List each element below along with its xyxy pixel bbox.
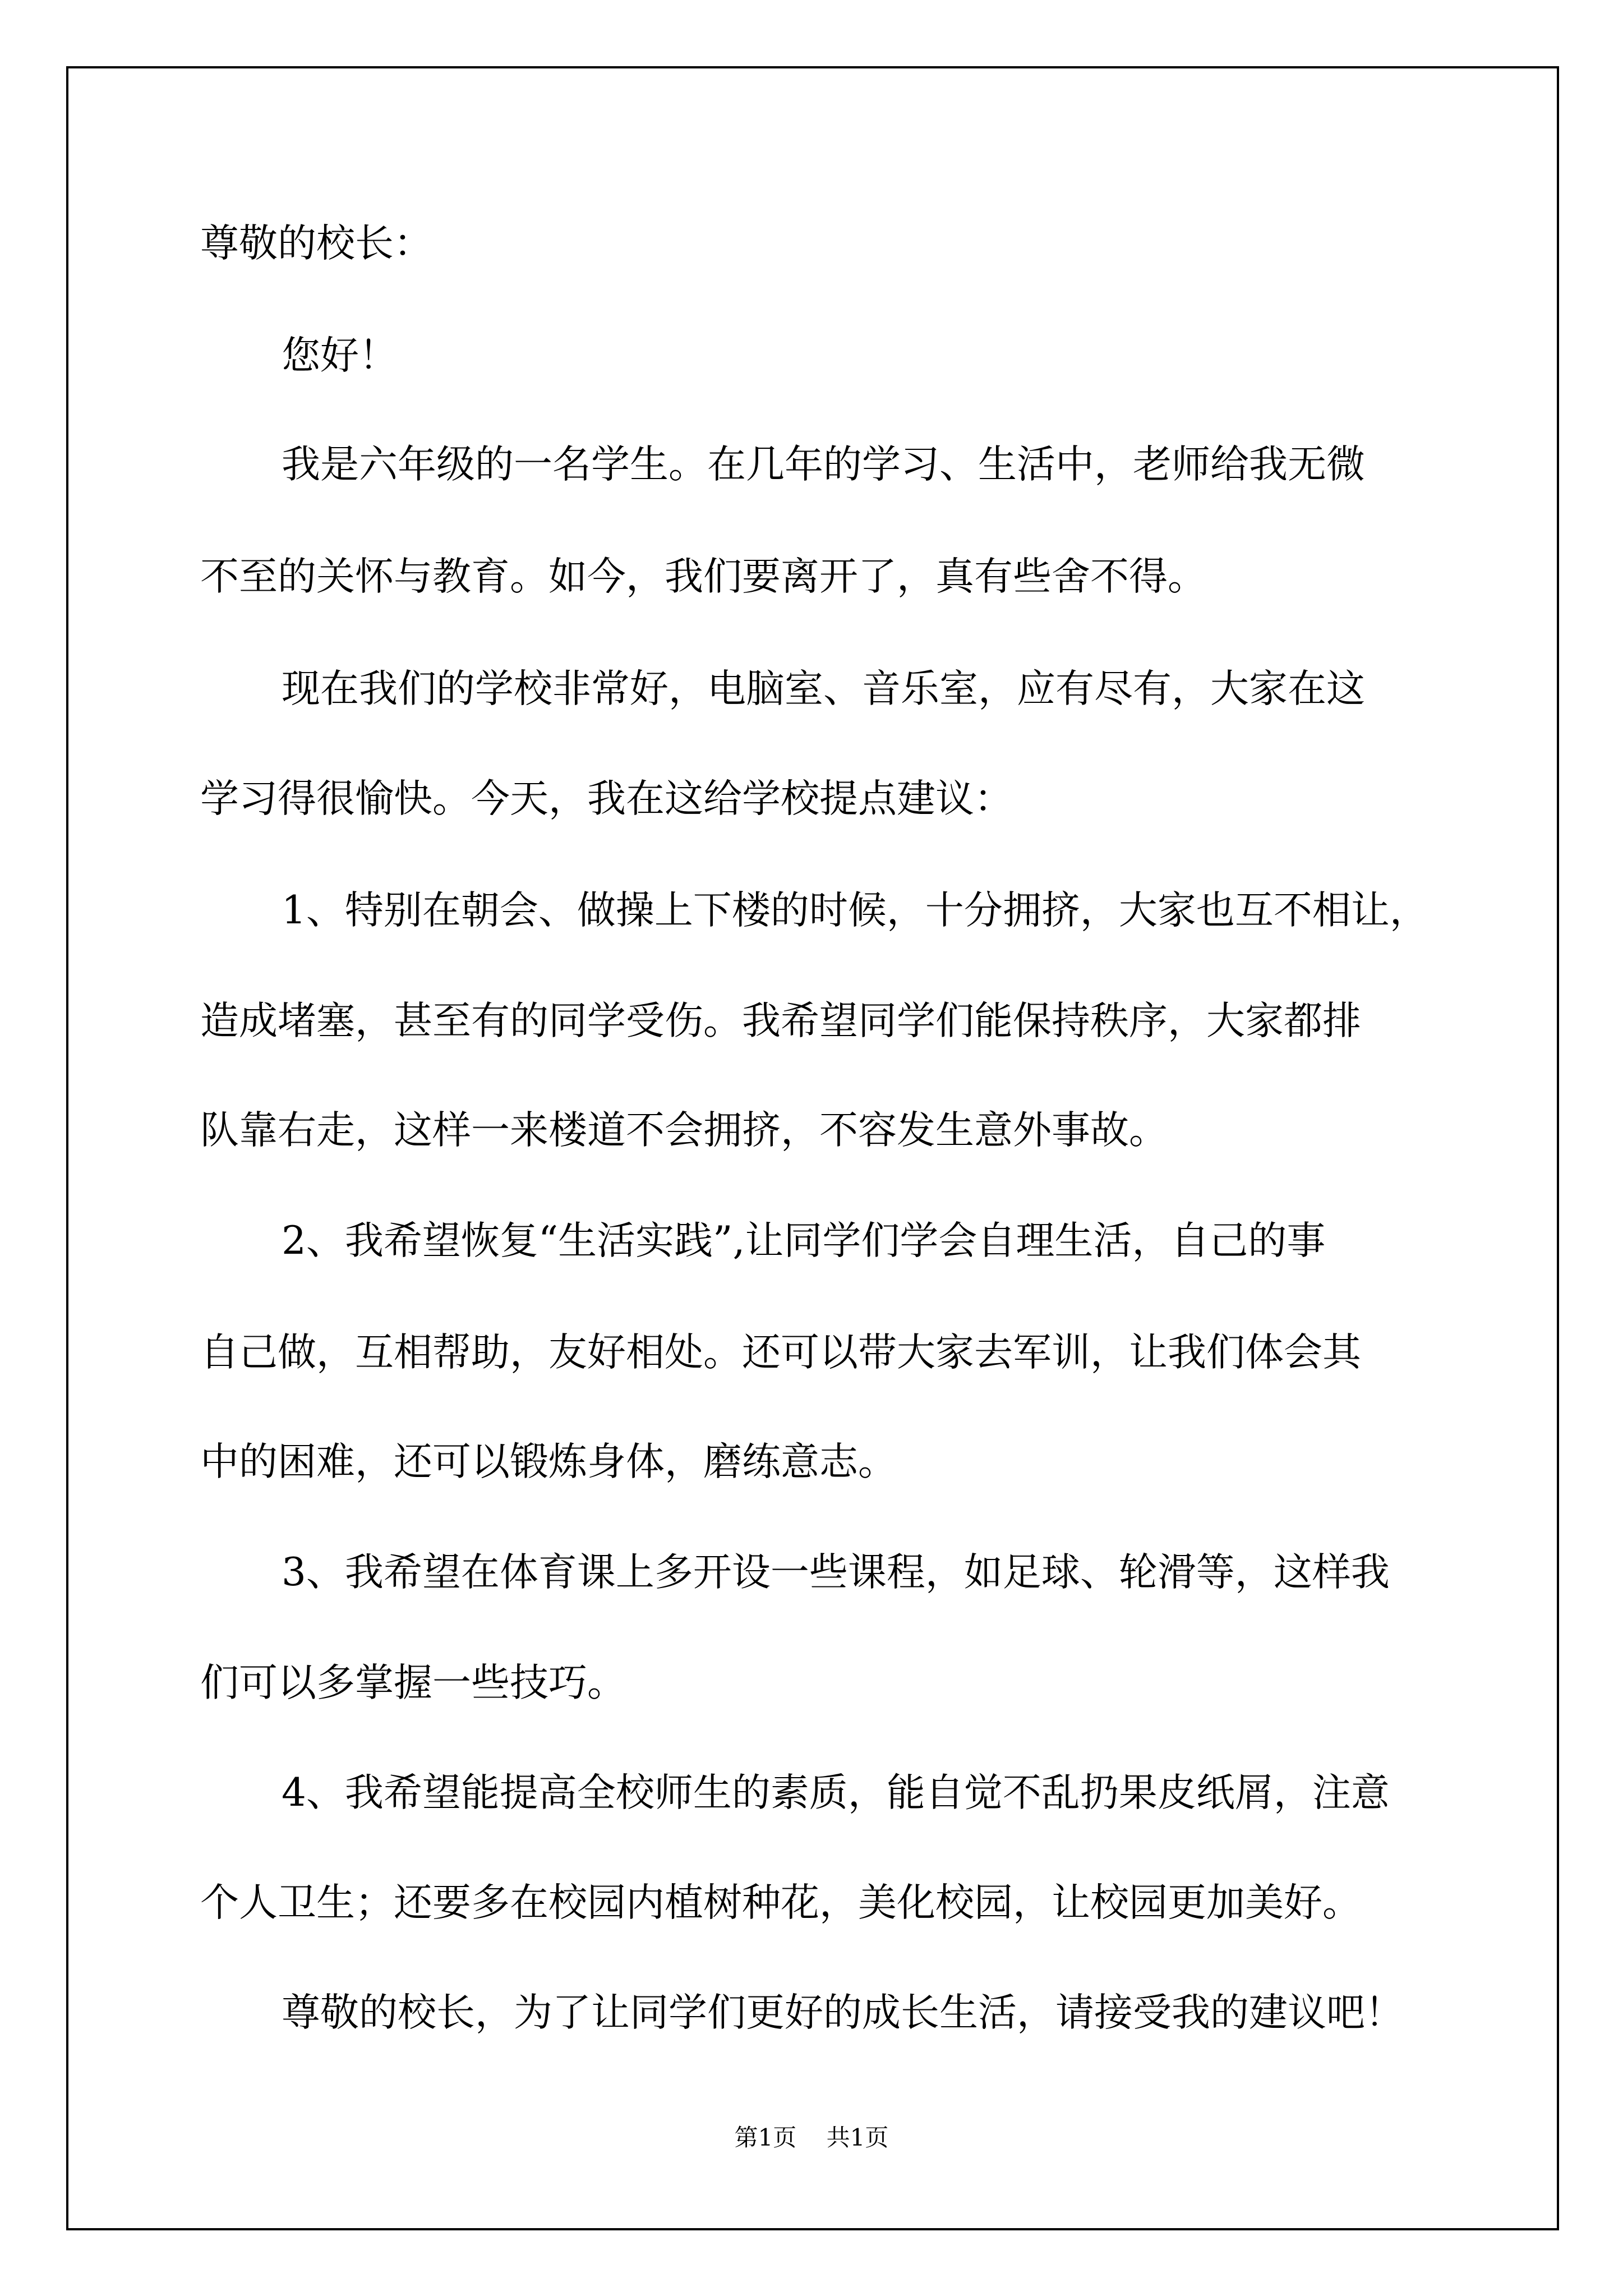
paragraph-line: 尊敬的校长，为了让同学们更好的成长生活，请接受我的建议吧！ [282, 1990, 1404, 2035]
paragraph-line: 2、我希望恢复“生活实践”,让同学们学会自理生活，自己的事 [282, 1218, 1326, 1263]
paragraph-line: 中的困难，还可以锻炼身体，磨练意志。 [200, 1439, 897, 1484]
paragraph-line: 个人卫生；还要多在校园内植树种花，美化校园，让校园更加美好。 [200, 1880, 1361, 1925]
paragraph-line: 学习得很愉快。今天，我在这给学校提点建议： [200, 776, 1013, 821]
paragraph-line: 队靠右走，这样一来楼道不会拥挤，不容发生意外事故。 [200, 1108, 1168, 1153]
paragraph-line: 们可以多掌握一些技巧。 [200, 1660, 626, 1705]
paragraph-line: 4、我希望能提高全校师生的素质，能自觉不乱扔果皮纸屑，注意 [282, 1770, 1390, 1815]
paragraph-line: 不至的关怀与教育。如今，我们要离开了，真有些舍不得。 [200, 554, 1206, 599]
salutation: 尊敬的校长： [200, 221, 432, 266]
greeting: 您好！ [282, 333, 398, 378]
page-footer [0, 2126, 1623, 2150]
paragraph-line: 自己做，互相帮助，友好相处。还可以带大家去军训，让我们体会其 [200, 1330, 1361, 1375]
paragraph-line: 造成堵塞，甚至有的同学受伤。我希望同学们能保持秩序，大家都排 [200, 999, 1361, 1043]
paragraph-line: 现在我们的学校非常好，电脑室、音乐室，应有尽有，大家在这 [282, 666, 1365, 711]
paragraph-line: 我是六年级的一名学生。在几年的学习、生活中，老师给我无微 [282, 442, 1365, 487]
paragraph-line: 3、我希望在体育课上多开设一些课程，如足球、轮滑等，这样我 [282, 1550, 1390, 1595]
paragraph-line: 1、特别在朝会、做操上下楼的时候，十分拥挤，大家也互不相让， [282, 888, 1428, 933]
page-number: 第1页 [734, 2124, 797, 2151]
page-total: 共1页 [826, 2124, 889, 2151]
